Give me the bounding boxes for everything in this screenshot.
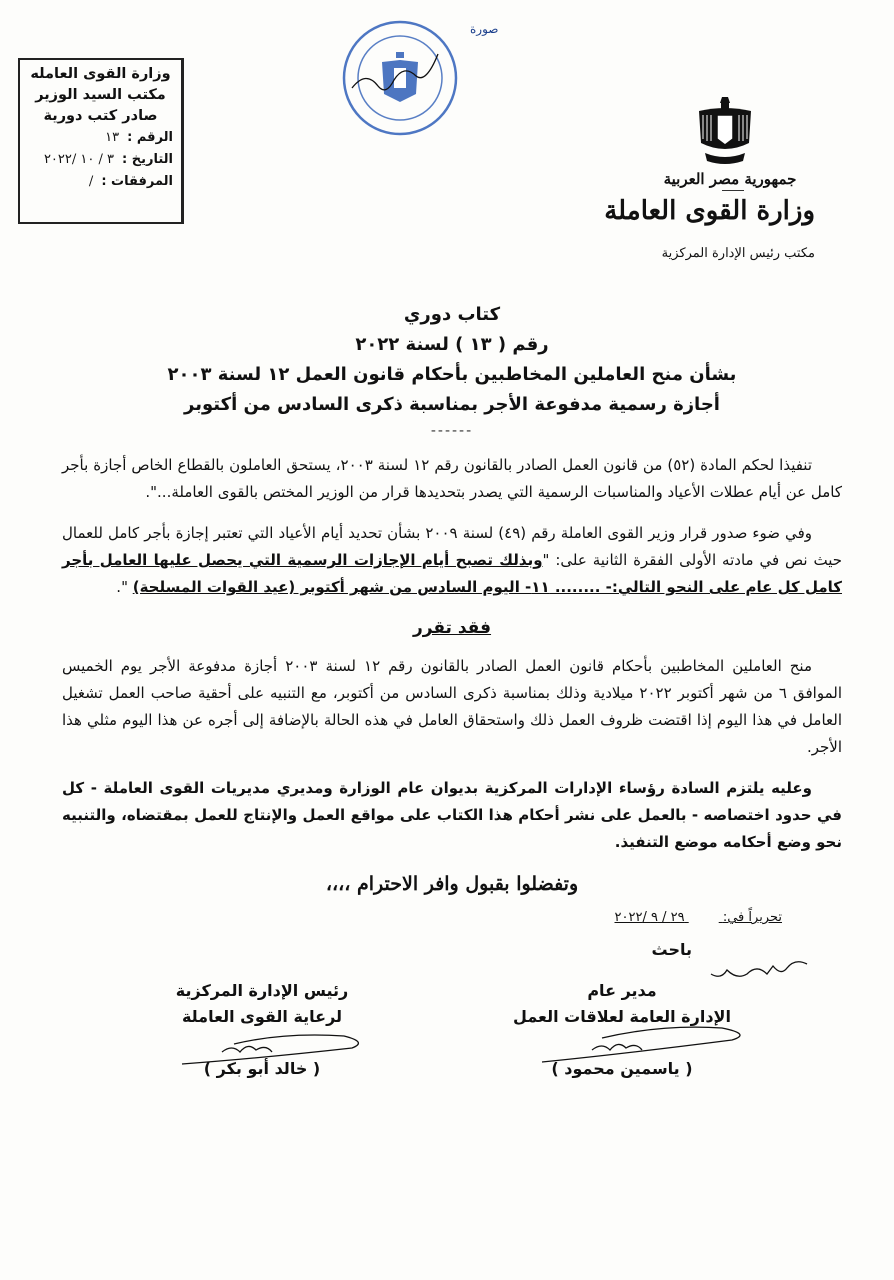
paragraph-article-52 [62,452,842,506]
gm-signature [532,1026,752,1068]
issue-date-row [62,910,842,934]
gm-title: مدير عام [587,981,657,1000]
stamp-attachments-value: / [88,174,94,189]
gm-name: ( ياسمين محمود ) [551,1059,693,1078]
letterhead-office: مكتب رئيس الإدارة المركزية [661,246,815,261]
egypt-eagle-emblem-icon [695,95,755,167]
issue-date [615,910,783,925]
doc-subject-line2: أجازة رسمية مدفوعة الأجر بمناسبة ذكرى السادس من أكتوبر [184,394,720,415]
stamp-date-row [28,149,173,171]
gm-department: الإدارة العامة لعلاقات العمل [513,1007,731,1026]
issue-date-label: تحريراً في: [722,910,782,925]
decision-heading: فقد تقرر [412,618,492,638]
stamp-number-label: الرقم : [127,130,173,145]
issue-date-value: ٢٩ / ٩ /٢٠٢٢ [614,910,685,925]
paragraph-2-start: وفي ضوء صدور قرار وزير القوى العاملة رقم (٤٩) لسنة ٢٠٠٩ بشأن تحديد أيام الأعياد التي تعتبر إجازة بأجر كامل للعمال حيث نص في مادته الأولى الفقرة الثانية على: " [62,524,842,569]
ministry-seal [338,10,488,138]
signatures-area [62,940,842,1120]
researcher-title: باحث [651,940,692,959]
stamp-number-value: ١٣ [105,130,120,145]
closing-salutation: وتفضلوا بقبول وافر الاحترام ،،،، [325,873,579,895]
letterhead-divider [722,190,744,191]
stamp-number-row [28,127,173,149]
stamp-type: صادر كتب دورية [43,108,158,124]
inbound-registry-stamp [18,58,184,224]
head-signature [172,1030,372,1070]
letterhead-republic: جمهورية مصر العربية [663,170,797,188]
doc-subject-line1: بشأن منح العاملين المخاطبين بأحكام قانون العمل ١٢ لسنة ٢٠٠٣ [167,364,737,385]
paragraph-2-emphasis: وبذلك تصبح أيام الإجازات الرسمية التي يحصل عليها العامل بأجر كامل كل عام على النحو التالي:- ........ ١١- اليوم السادس من شهر أكتوبر (عيد القوات المسلحة) [62,551,842,596]
letterhead-ministry: وزارة القوى العاملة [604,196,815,226]
head-name: ( خالد أبو بكر ) [203,1059,321,1078]
stamp-ministry: وزارة القوى العامله [30,66,171,82]
doc-title: كتاب دوري [403,304,501,325]
stamp-date-value: ٣ / ١٠ /٢٠٢٢ [43,152,115,167]
paragraph-3-text: منح العاملين المخاطبين بأحكام قانون العمل الصادر بالقانون رقم ١٢ لسنة ٢٠٠٣ أجازة مدفوعة الأجر يوم الخميس الموافق ٦ من شهر أكتوبر ٢٠٢٢ ميلادية وذلك بمناسبة ذكرى السادس من أكتوبر، مع التنبيه على أحقية صاحب العمل تشغيل العامل في هذا اليوم إذا اقتضت ظروف العمل ذلك واستحقاق العامل في هذه الحالة بالإضافة إلى أجره عن هذا اليوم مثلي هذا الأجر. [62,657,842,756]
seal-handwritten-note: صورة [470,22,499,36]
document-body [62,300,842,1120]
head-department: لرعاية القوى العاملة [181,1007,343,1026]
head-title: رئيس الإدارة المركزية [175,981,349,1000]
paragraph-2-end: ". [116,578,133,596]
stamp-attachments-row [28,171,173,193]
paragraph-decision [62,653,842,761]
doc-number: رقم ( ١٣ ) لسنة ٢٠٢٢ [355,334,549,355]
stamp-office: مكتب السيد الوزير [35,87,166,103]
title-separator: ------ [430,423,474,439]
seal-eagle-icon [382,52,418,102]
stamp-date-label: التاريخ : [122,152,173,167]
stamp-attachments-label: المرفقات : [101,174,173,189]
paragraph-instructions [62,775,842,856]
paragraph-1-text: تنفيذا لحكم المادة (٥٢) من قانون العمل الصادر بالقانون رقم ١٢ لسنة ٢٠٠٣، يستحق العاملون بالقطاع الخاص أجازة بأجر كامل عن أيام عطلات الأعياد والمناسبات الرسمية التي يصدر بتحديدها قرار من الوزير المختص بالقوى العاملة...". [62,456,842,501]
paragraph-decree-49 [62,520,842,601]
paragraph-4-text: وعليه يلتزم السادة رؤساء الإدارات المركزية بديوان عام الوزارة ومديري مديريات القوى العاملة - كل في حدود اختصاصه - بالعمل على نشر أحكام هذا الكتاب على مواقع العمل والإنتاج للعمل بمقتضاه، والتنبيه نحو وضع أحكامه موضع التنفيذ. [62,779,842,851]
